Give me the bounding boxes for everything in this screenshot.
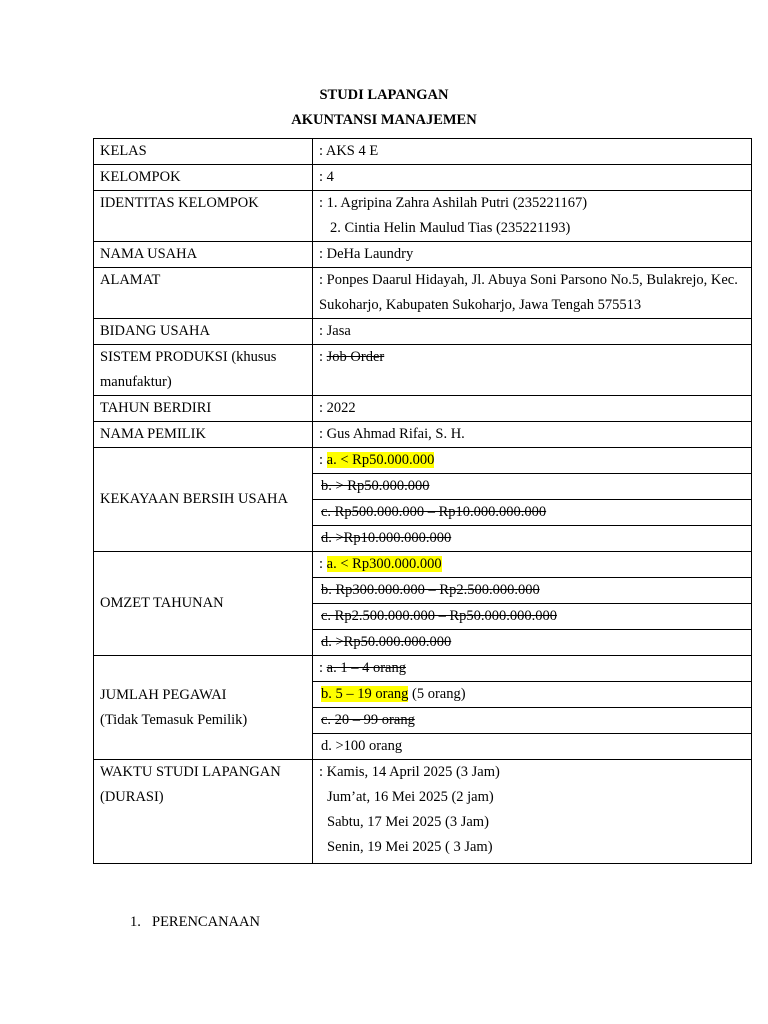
member-1: : 1. Agripina Zahra Ashilah Putri (235221167)	[319, 195, 588, 211]
kekayaan-label: KEKAYAAN BERSIH USAHA	[94, 448, 313, 552]
nama-usaha-label: NAMA USAHA	[94, 242, 313, 268]
omzet-option-a	[313, 552, 752, 578]
omzet-label: OMZET TAHUNAN	[94, 552, 313, 656]
kelas-label: KELAS	[94, 139, 313, 165]
pegawai-option-a-text: a. 1 – 4 orang	[326, 660, 406, 676]
kelompok-value: : 4	[313, 165, 752, 191]
omzet-option-c	[313, 604, 752, 630]
pemilik-value: : Gus Ahmad Rifai, S. H.	[313, 422, 752, 448]
waktu-label	[94, 760, 313, 864]
identitas-label: IDENTITAS KELOMPOK	[94, 191, 313, 242]
kelas-value: : AKS 4 E	[313, 139, 752, 165]
section-number: 1.	[130, 914, 141, 930]
table-row	[94, 319, 752, 345]
omzet-option-b	[313, 578, 752, 604]
sistem-option: Job Order	[326, 349, 385, 365]
omzet-option-d	[313, 630, 752, 656]
table-row	[94, 422, 752, 448]
sistem-value	[313, 345, 752, 396]
section-label: PERENCANAAN	[152, 914, 260, 930]
kekayaan-option-c	[313, 500, 752, 526]
kekayaan-option-b-text: b. > Rp50.000.000	[321, 478, 430, 494]
waktu-date-1: : Kamis, 14 April 2025 (3 Jam)	[319, 764, 500, 780]
pegawai-label	[94, 656, 313, 760]
waktu-date-2: Jum’at, 16 Mei 2025 (2 jam)	[327, 789, 494, 805]
table-row	[94, 396, 752, 422]
waktu-date-4: Senin, 19 Mei 2025 ( 3 Jam)	[327, 839, 493, 855]
study-info-table	[93, 138, 752, 864]
pegawai-option-d	[313, 734, 752, 760]
table-row	[94, 191, 752, 242]
waktu-label-line2: (DURASI)	[100, 789, 164, 805]
pegawai-option-d-text: d. >100 orang	[321, 738, 403, 754]
kekayaan-option-c-text: c. Rp500.000.000 – Rp10.000.000.000	[321, 504, 547, 520]
table-row	[94, 345, 752, 396]
waktu-date-3: Sabtu, 17 Mei 2025 (3 Jam)	[327, 814, 489, 830]
table-row	[94, 656, 752, 682]
tahun-value: : 2022	[313, 396, 752, 422]
bidang-label: BIDANG USAHA	[94, 319, 313, 345]
pemilik-label: NAMA PEMILIK	[94, 422, 313, 448]
pegawai-prefix: :	[319, 660, 327, 676]
member-2: 2. Cintia Helin Maulud Tias (235221193)	[330, 220, 571, 236]
omzet-option-d-text: d. >Rp50.000.000.000	[321, 634, 452, 650]
omzet-option-b-text: b. Rp300.000.000 – Rp2.500.000.000	[321, 582, 540, 598]
pegawai-option-a	[313, 656, 752, 682]
section-heading	[130, 914, 260, 931]
kekayaan-option-a	[313, 448, 752, 474]
alamat-label: ALAMAT	[94, 268, 313, 319]
kekayaan-option-a-text: a. < Rp50.000.000	[326, 452, 435, 468]
pegawai-sublabel-text: (Tidak Temasuk Pemilik)	[100, 711, 248, 728]
table-row	[94, 268, 752, 319]
tahun-label: TAHUN BERDIRI	[94, 396, 313, 422]
omzet-option-a-text: a. < Rp300.000.000	[326, 556, 442, 572]
kelompok-label: KELOMPOK	[94, 165, 313, 191]
bidang-value: : Jasa	[313, 319, 752, 345]
table-row	[94, 552, 752, 578]
document-subtitle: AKUNTANSI MANAJEMEN	[291, 112, 477, 128]
nama-usaha-value: : DeHa Laundry	[313, 242, 752, 268]
omzet-option-c-text: c. Rp2.500.000.000 – Rp50.000.000.000	[321, 608, 558, 624]
pegawai-option-b	[313, 682, 752, 708]
pegawai-label-text: JUMLAH PEGAWAI	[100, 686, 227, 703]
waktu-label-line1: WAKTU STUDI LAPANGAN	[100, 764, 281, 780]
kekayaan-option-d	[313, 526, 752, 552]
table-row	[94, 242, 752, 268]
pegawai-note: (5 orang)	[408, 686, 466, 702]
sistem-label: SISTEM PRODUKSI (khusus manufaktur)	[94, 345, 313, 396]
table-row	[94, 165, 752, 191]
document-title: STUDI LAPANGAN	[319, 87, 449, 103]
sistem-prefix: :	[319, 349, 327, 365]
table-row	[94, 760, 752, 864]
kekayaan-option-b	[313, 474, 752, 500]
identitas-value	[313, 191, 752, 242]
table-row	[94, 139, 752, 165]
waktu-value	[313, 760, 752, 864]
pegawai-option-c-text: c. 20 – 99 orang	[321, 712, 415, 728]
pegawai-option-b-text: b. 5 – 19 orang	[321, 686, 409, 702]
kekayaan-prefix: :	[319, 452, 327, 468]
omzet-prefix: :	[319, 556, 327, 572]
kekayaan-option-d-text: d. >Rp10.000.000.000	[321, 530, 452, 546]
pegawai-option-c	[313, 708, 752, 734]
alamat-value: : Ponpes Daarul Hidayah, Jl. Abuya Soni Parsono No.5, Bulakrejo, Kec. Sukoharjo, Kabupaten Sukoharjo, Jawa Tengah 575513	[313, 268, 752, 319]
table-row	[94, 448, 752, 474]
